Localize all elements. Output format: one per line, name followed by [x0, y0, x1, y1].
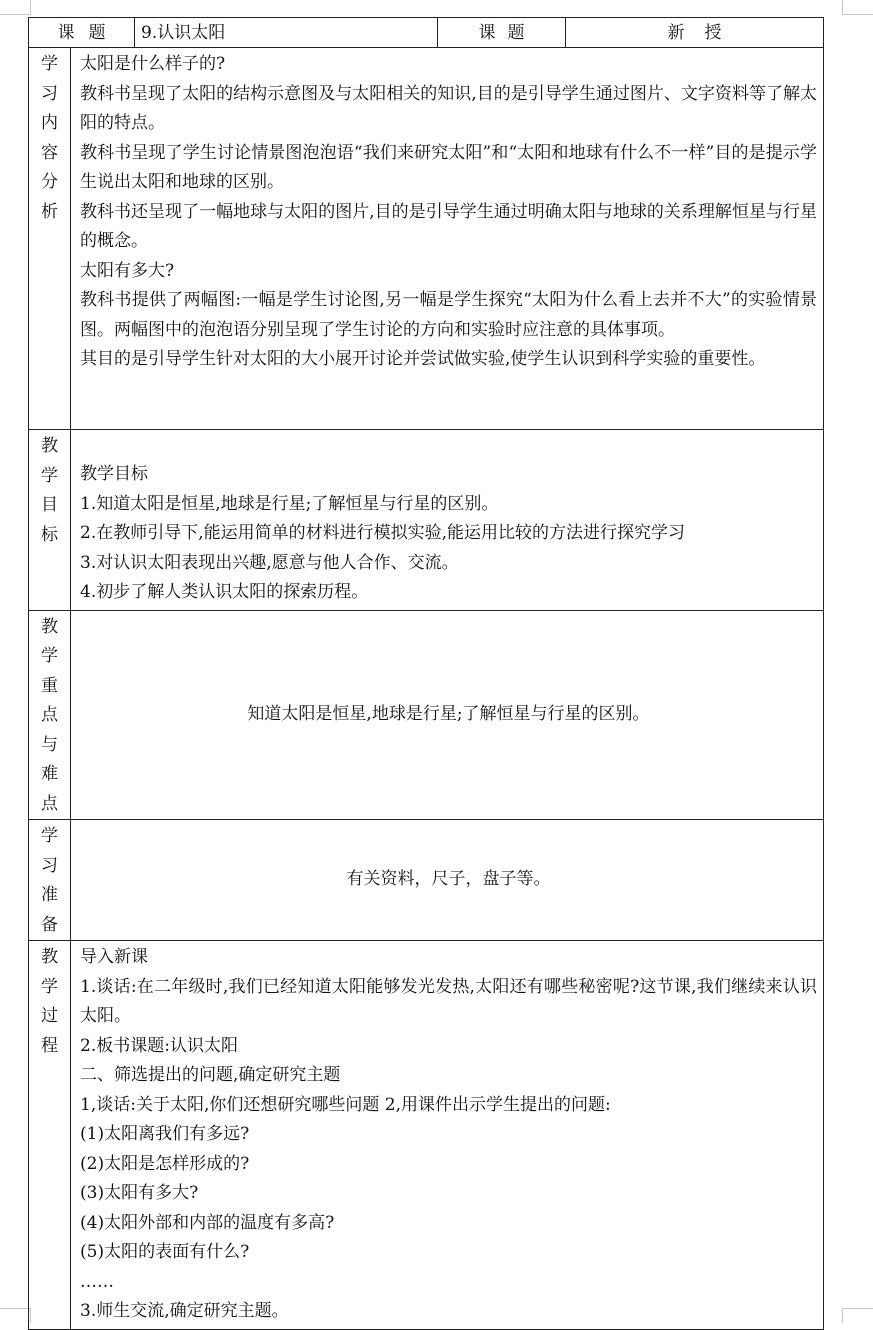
process-paragraph: 2.板书课题:认识太阳 [80, 1035, 238, 1056]
label-char: 教 [41, 436, 58, 456]
goals-label [29, 430, 71, 611]
lesson-type-label: 课题 [438, 18, 566, 48]
process-paragraph: 1,谈话:关于太阳,你们还想研究哪些问题 2,用课件出示学生提出的问题: [80, 1094, 611, 1115]
label-char: 点 [41, 793, 58, 814]
page-corner-mark [842, 1308, 873, 1323]
label-char: 习 [41, 855, 58, 876]
process-paragraph: 1.谈话:在二年级时,我们已经知道太阳能够发光发热,太阳还有哪些秘密呢?这节课,我们继续来认识太阳。 [80, 976, 817, 1026]
process-paragraph: (2)太阳是怎样形成的? [80, 1153, 250, 1174]
label-char: 学 [41, 646, 58, 666]
analysis-label [29, 48, 71, 430]
key-points-row [29, 610, 824, 820]
label-char: 过 [41, 1006, 58, 1026]
label-char: 点 [41, 705, 58, 725]
process-content [71, 941, 824, 1330]
label-char: 准 [41, 885, 58, 905]
process-paragraph: (5)太阳的表面有什么? [80, 1242, 250, 1262]
analysis-paragraph: 教科书还呈现了一幅地球与太阳的图片,目的是引导学生通过明确太阳与地球的关系理解恒星与行星的概念。 [80, 201, 817, 251]
key-points-label [29, 610, 71, 820]
label-char: 析 [41, 201, 58, 222]
page-corner-mark [842, 0, 873, 15]
analysis-row [29, 48, 824, 430]
process-paragraph: (3)太阳有多大? [80, 1183, 199, 1203]
analysis-paragraph: 太阳有多大? [80, 260, 175, 281]
goals-content [71, 430, 824, 611]
analysis-paragraph: 太阳是什么样子的? [80, 54, 226, 74]
process-paragraph: 导入新课 [80, 947, 148, 967]
label-char: 目 [41, 495, 58, 515]
analysis-paragraph: 教科书呈现了太阳的结构示意图及与太阳相关的知识,目的是引导学生通过图片、文字资料等了解太阳的特点。 [80, 83, 817, 133]
process-paragraph: …… [80, 1271, 114, 1292]
label-char: 内 [41, 113, 58, 133]
goals-row [29, 430, 824, 611]
label-char: 学 [41, 826, 58, 846]
label-char: 教 [41, 947, 58, 967]
label-char: 学 [41, 976, 58, 997]
preparation-label [29, 820, 71, 941]
analysis-paragraph: 教科书提供了两幅图:一幅是学生讨论图,另一幅是学生探究“太阳为什么看上去并不大”的实验情景图。两幅图中的泡泡语分别呈现了学生讨论的方向和实验时应注意的具体事项。 [80, 290, 817, 340]
process-paragraph: 二、筛选提出的问题,确定研究主题 [80, 1065, 341, 1085]
analysis-content [71, 48, 824, 430]
page-corner-mark [0, 1308, 31, 1323]
label-char: 与 [41, 734, 58, 755]
label-char: 分 [41, 172, 58, 192]
process-row [29, 941, 824, 1330]
lesson-type-value: 新授 [566, 18, 824, 48]
label-char: 重 [41, 675, 58, 696]
goals-paragraph: 3.对认识太阳表现出兴趣,愿意与他人合作、交流。 [80, 552, 459, 573]
goals-paragraph: 1.知道太阳是恒星,地球是行星;了解恒星与行星的区别。 [80, 493, 499, 514]
key-points-content: 知道太阳是恒星,地球是行星;了解恒星与行星的区别。 [71, 610, 824, 820]
process-paragraph: 3.师生交流,确定研究主题。 [80, 1301, 289, 1321]
label-char: 程 [41, 1035, 58, 1056]
goals-paragraph: 教学目标 [80, 464, 148, 484]
label-char: 习 [41, 83, 58, 104]
analysis-paragraph: 其目的是引导学生针对太阳的大小展开讨论并尝试做实验,使学生认识到科学实验的重要性。 [80, 349, 766, 369]
lesson-title-label: 课题 [29, 18, 135, 48]
process-paragraph: (1)太阳离我们有多远? [80, 1124, 250, 1144]
page-corner-mark [0, 0, 31, 15]
label-char: 学 [41, 54, 58, 74]
analysis-paragraph: 教科书呈现了学生讨论情景图泡泡语“我们来研究太阳”和“太阳和地球有什么不一样”目的是提示学生说出太阳和地球的区别。 [80, 142, 817, 192]
preparation-row [29, 820, 824, 941]
process-label [29, 941, 71, 1330]
label-char: 备 [41, 914, 58, 935]
preparation-content: 有关资料，尺子，盘子等。 [71, 820, 824, 941]
label-char: 难 [41, 764, 58, 784]
label-char: 教 [41, 616, 58, 637]
label-char: 标 [41, 524, 58, 545]
process-paragraph: (4)太阳外部和内部的温度有多高? [80, 1212, 335, 1233]
goals-paragraph: 4.初步了解人类认识太阳的探索历程。 [80, 582, 369, 602]
lesson-plan-table [28, 17, 824, 1330]
lesson-title-value: 9.认识太阳 [135, 18, 438, 48]
header-row [29, 18, 824, 48]
label-char: 容 [41, 142, 58, 163]
goals-paragraph: 2.在教师引导下,能运用简单的材料进行模拟实验,能运用比较的方法进行探究学习 [80, 523, 686, 543]
label-char: 学 [41, 465, 58, 486]
